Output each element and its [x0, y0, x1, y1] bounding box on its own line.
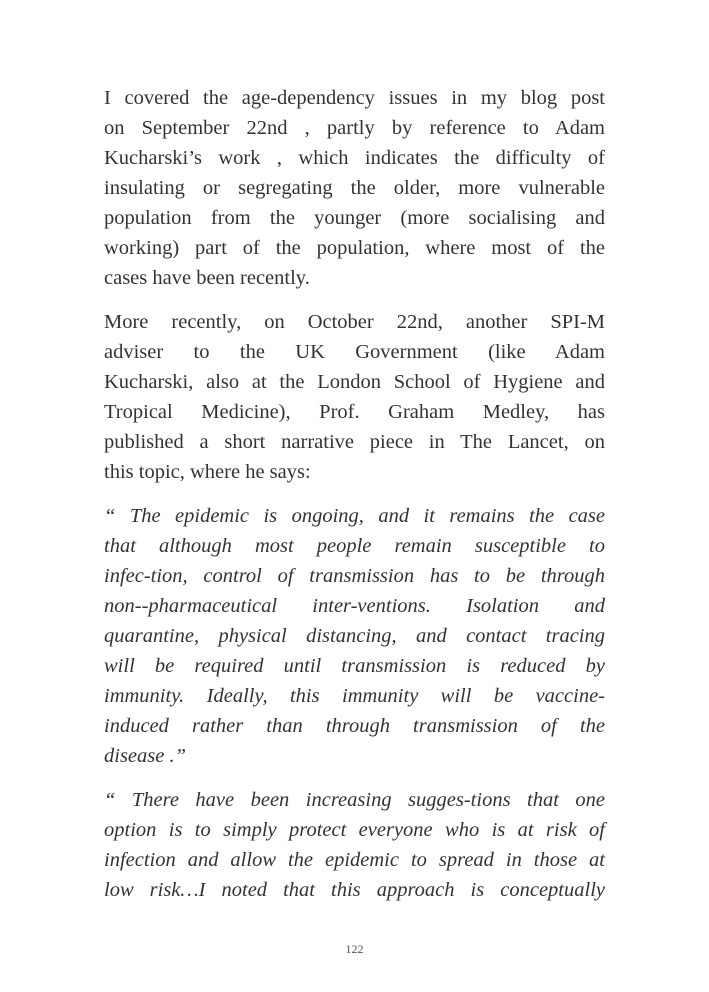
block-quote-2: [104, 785, 605, 905]
text-line: infec-tion, control of transmission has to be through: [104, 565, 605, 587]
text-line: working) part of the population, where most of the: [104, 237, 605, 259]
text-line: disease .”: [104, 745, 186, 767]
text-line: population from the younger (more socialising and: [104, 207, 605, 229]
text-line: Tropical Medicine), Prof. Graham Medley, has: [104, 401, 605, 423]
text-line: insulating or segregating the older, more vulnerable: [104, 177, 605, 199]
text-line: immunity. Ideally, this immunity will be vaccine-: [104, 685, 605, 707]
text-line: “ The epidemic is ongoing, and it remains the case: [104, 505, 605, 527]
text-line: will be required until transmission is reduced by: [104, 655, 605, 677]
text-line: option is to simply protect everyone who is at risk of: [104, 819, 605, 841]
text-line: “ There have been increasing sugges-tions that one: [104, 789, 605, 811]
text-line: this topic, where he says:: [104, 461, 311, 483]
text-line: published a short narrative piece in The Lancet, on: [104, 431, 605, 453]
text-line: More recently, on October 22nd, another SPI-M: [104, 311, 605, 333]
paragraph-medley: [104, 307, 605, 487]
text-line: induced rather than through transmission of the: [104, 715, 605, 737]
text-line: low risk…I noted that this approach is conceptually: [104, 879, 605, 901]
text-line: on September 22nd , partly by reference to Adam: [104, 117, 605, 139]
text-line: non--pharmaceutical inter-ventions. Isolation and: [104, 595, 605, 617]
text-line: Kucharski, also at the London School of Hygiene and: [104, 371, 605, 393]
paragraph-age-dependency: [104, 83, 605, 293]
text-line: cases have been recently.: [104, 267, 310, 289]
page-number: 122: [345, 942, 364, 956]
page-body: [104, 83, 605, 919]
text-line: adviser to the UK Government (like Adam: [104, 341, 605, 363]
text-line: quarantine, physical distancing, and contact tracing: [104, 625, 605, 647]
text-line: infection and allow the epidemic to spread in those at: [104, 849, 605, 871]
text-line: that although most people remain susceptible to: [104, 535, 605, 557]
text-line: I covered the age-dependency issues in my blog post: [104, 87, 605, 109]
text-line: Kucharski’s work , which indicates the difficulty of: [104, 147, 605, 169]
block-quote-1: [104, 501, 605, 771]
